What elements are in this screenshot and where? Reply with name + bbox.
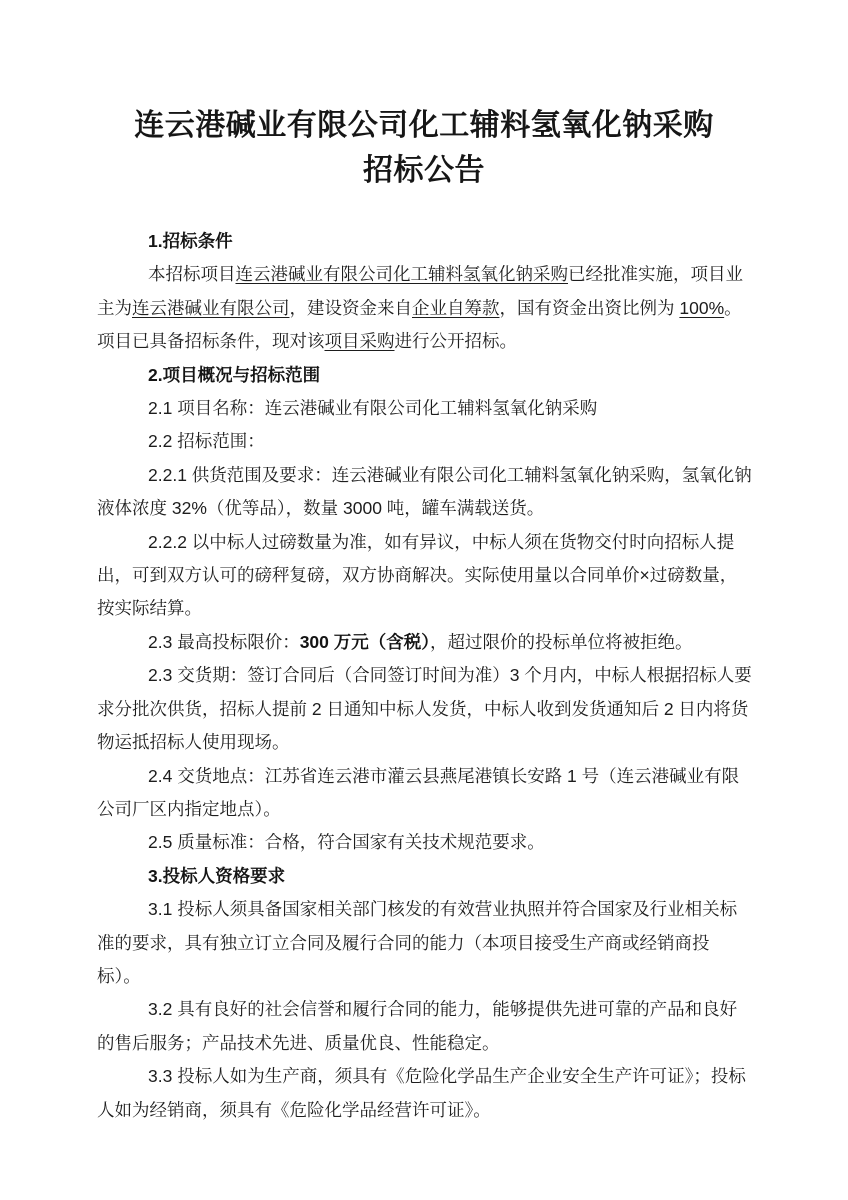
text-run: 3.1 投标人须具备国家相关部门核发的有效营业执照并符合国家及行业相关标准的要求，具有独立订立合同及履行合同的能力（本项目接受生产商或经销商投标）。 <box>97 899 738 986</box>
text-run: ，超过限价的投标单位将被拒绝。 <box>430 631 693 652</box>
paragraph <box>97 893 752 993</box>
text-run: 企业自筹款 <box>412 297 500 318</box>
section-heading <box>97 359 752 392</box>
paragraph <box>97 626 752 659</box>
paragraph <box>97 760 752 827</box>
section-heading <box>97 860 752 893</box>
text-run: 3.投标人资格要求 <box>148 865 286 886</box>
text-run: 本招标项目 <box>148 264 236 285</box>
document-title <box>0 0 848 193</box>
text-run: 2.2.1 供货范围及要求：连云港碱业有限公司化工辅料氢氧化钠采购，氢氧化钠液体浓度 32%（优等品），数量 3000 吨，罐车满载送货。 <box>97 464 752 519</box>
text-run: 2.2 招标范围： <box>148 431 265 452</box>
text-run: ，建设资金来自 <box>289 297 412 318</box>
text-run: 2.4 交货地点：江苏省连云港市灌云县燕尾港镇长安路 1 号（连云港碱业有限公司厂区内指定地点）。 <box>97 765 740 819</box>
section-heading <box>97 225 752 258</box>
text-run: 2.1 项目名称：连云港碱业有限公司化工辅料氢氧化钠采购 <box>148 398 598 419</box>
text-run: 2.5 质量标准：合格，符合国家有关技术规范要求。 <box>148 832 545 853</box>
document-title-line1: 连云港碱业有限公司化工辅料氢氧化钠采购 <box>134 109 714 142</box>
paragraph <box>97 826 752 859</box>
text-run: 300 万元（含税） <box>299 631 431 652</box>
text-run: 2.2.2 以中标人过磅数量为准，如有异议，中标人须在货物交付时向招标人提出，可到双方认可的磅秤复磅，双方协商解决。实际使用量以合同单价×过磅数量，按实际结算。 <box>97 531 738 619</box>
text-run: 。项目已具备招标条件，现对该 <box>97 297 742 352</box>
document-body <box>0 225 848 1127</box>
paragraph <box>97 659 752 759</box>
text-run: 2.3 最高投标限价： <box>148 631 300 652</box>
text-run: 3.3 投标人如为生产商，须具有《危险化学品生产企业安全生产许可证》；投标人如为经销商，须具有《危险化学品经营许可证》。 <box>97 1066 746 1120</box>
text-run: 进行公开招标。 <box>394 331 517 352</box>
text-run: 已经批准实施，项目业主为 <box>97 264 743 318</box>
text-run: 连云港碱业有限公司化工辅料氢氧化钠采购 <box>235 264 568 285</box>
text-run: 项目采购 <box>324 331 395 352</box>
text-run: 3.2 具有良好的社会信誉和履行合同的能力，能够提供先进可靠的产品和良好的售后服务；产品技术先进、质量优良、性能稳定。 <box>97 999 738 1053</box>
paragraph <box>97 993 752 1060</box>
paragraph <box>97 258 752 358</box>
paragraph <box>97 526 752 626</box>
document-title-line2: 招标公告 <box>363 154 485 187</box>
text-run: 2.3 交货期：签订合同后（合同签订时间为准）3 个月内，中标人根据招标人要求分批次供货，招标人提前 2 日通知中标人发货，中标人收到发货通知后 2 日内将货物运抵招标人使用现场。 <box>97 665 752 753</box>
paragraph <box>97 1060 752 1127</box>
text-run: 2.项目概况与招标范围 <box>148 364 321 385</box>
text-run: 1.招标条件 <box>148 231 233 251</box>
paragraph <box>97 425 752 458</box>
text-run: 100% <box>679 297 725 318</box>
paragraph <box>97 392 752 425</box>
text-run: 连云港碱业有限公司 <box>132 297 290 318</box>
text-run: ，国有资金出资比例为 <box>499 297 680 318</box>
paragraph <box>97 459 752 526</box>
